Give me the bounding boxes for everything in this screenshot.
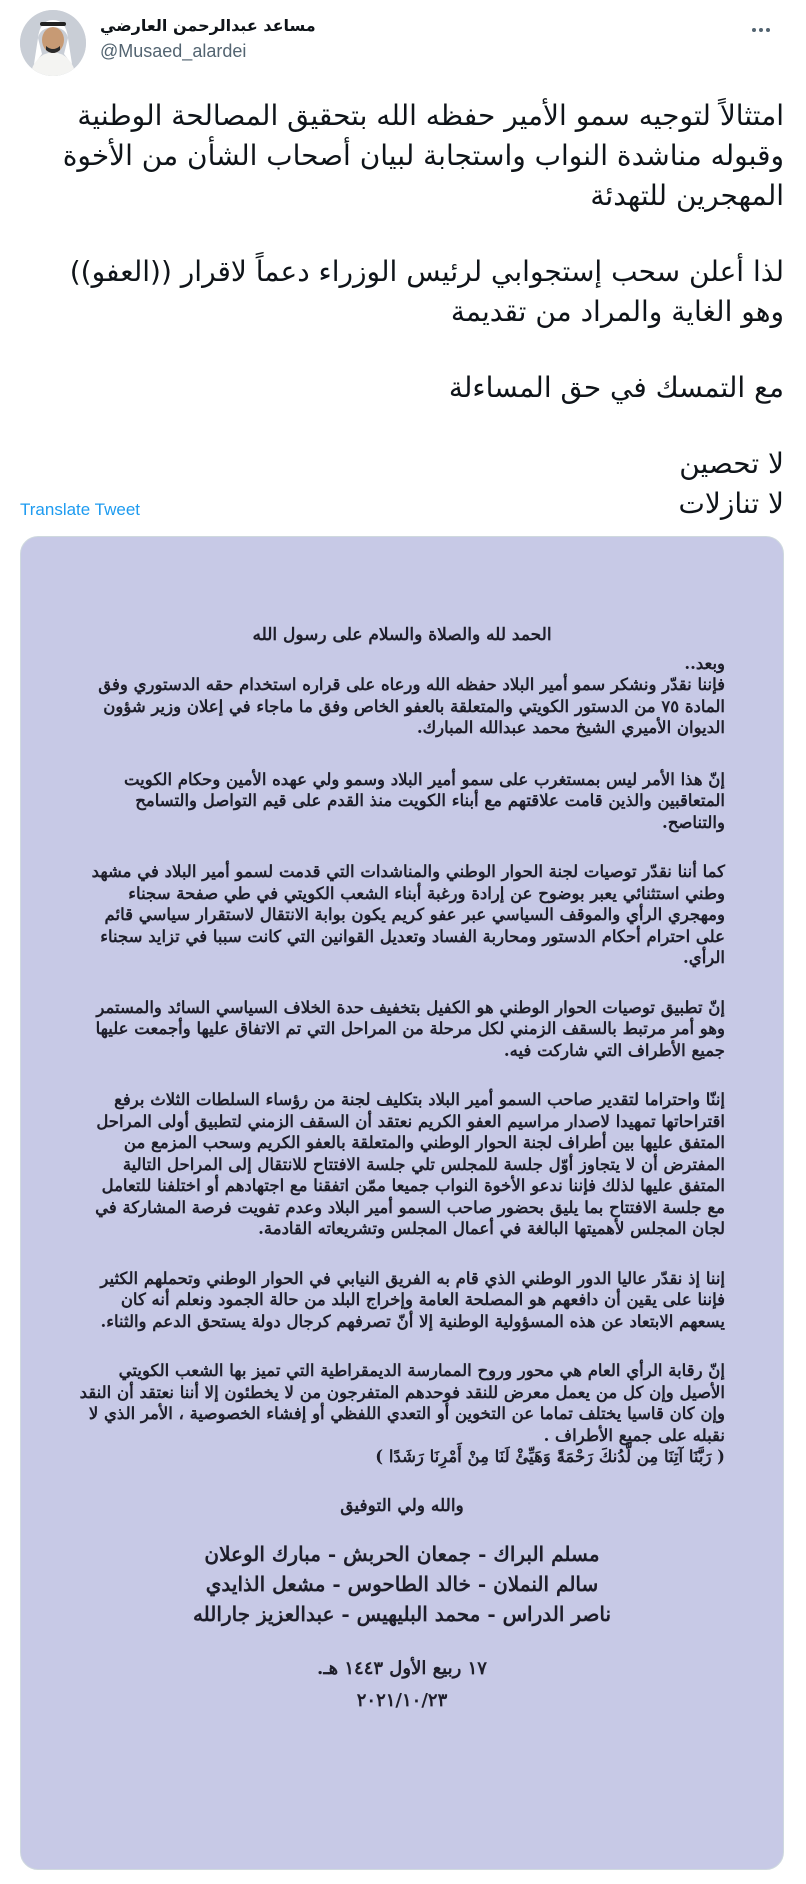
letter-signatory-line: مسلم البراك - جمعان الحربش - مبارك الوعلان xyxy=(204,1542,600,1566)
letter-signatory-line: سالم النملان - خالد الطاحوس - مشعل الذايدي xyxy=(205,1572,599,1596)
more-icon-dot xyxy=(759,28,763,32)
letter-paragraph: وبعد.. فإننا نقدّر ونشكر سمو أمير البلاد حفظه الله ورعاه على قراره استخدام حقه الدستوري وفق المادة ٧٥ من الدستور الكويتي والمتعلقة بالعفو الخاص وفق ما ماجاء في إعلان وزير شؤون الديوان الأميري الشيخ محمد عبدالله المبارك. xyxy=(98,653,725,737)
more-icon xyxy=(752,28,756,32)
letter-paragraph: إنّ هذا الأمر ليس بمستغرب على سمو أمير البلاد وسمو ولي عهده الأمين وحكام الكويت المتعاقبين والذين قامت علاقتهم مع أبناء الكويت منذ القدم على قيم التواصل والتسامح والتناصح. xyxy=(123,769,725,832)
user-info xyxy=(100,16,316,62)
letter-paragraph: إننا إذ نقدّر عاليا الدور الوطني الذي قام به الفريق النيابي في الحوار الوطني وتحملهم الكثير فإننا على يقين أن دافعهم هو المصلحة العامة وإخراج البلد من حالة الجمود ونعلم أنه كان يسعهم الابتعاد عن هذه المسؤولية الوطنية إلا أنّ تصرفهم كرجال دولة يستحق الدعم والثناء. xyxy=(100,1268,725,1331)
letter-heading: الحمد لله والصلاة والسلام على رسول الله xyxy=(252,625,552,645)
tweet-paragraph: مع التمسك في حق المساءلة xyxy=(448,371,784,404)
tweet-paragraph: لا تنازلات xyxy=(678,487,784,520)
letter-paragraph: إنّ رقابة الرأي العام هي محور وروح الممارسة الديمقراطية التي تميز بها الشعب الكويتي الأصيل وإن كل من يعمل معرض للنقد فوحدهم المتفرجون من لا يخطئون إلا أننا نعتقد أن النقد وإن كان قاسيا يختلف تماما عن التخوين أو التعدي اللفظي أو إفشاء الخصوصية ، الأمر الذي لا نقبله على جميع الأطراف . ( رَبَّنَا آتِنَا مِن لَّدُنكَ رَحْمَةً وَهَيِّئْ لَنَا مِنْ أَمْرِنَا رَشَدًا ) xyxy=(79,1361,725,1466)
translate-tweet-link[interactable]: Translate Tweet xyxy=(20,500,141,519)
avatar-photo-icon xyxy=(20,10,86,76)
tweet-paragraph: امتثالاً لتوجيه سمو الأمير حفظه الله بتحقيق المصالحة الوطنية وقبوله مناشدة النواب واستجابة لبيان أصحاب الشأن من الأخوة المهجرين للتهدئة xyxy=(62,99,784,212)
letter-paragraph: إننّا واحتراما لتقدير صاحب السمو أمير البلاد بتكليف لجنة من رؤساء السلطات الثلاث برفع اقتراحاتها تمهيدا لاصدار مراسيم العفو الكريم نعتقد أن السقف الزمني لتطبيق أولى المراحل المتفق عليها بين أطراف لجنة الحوار الوطني والمتعلقة بالعفو الكريم وسحب المزمع من المفترض أن لا يتجاوز أوّل جلسة للمجلس تلي جلسة الافتتاح للانتقال إلى المراحل التالية المتفق عليها لذلك فإننا ندعو الأخوة النواب جميعا ممّن اتفقنا مع اجتهادهم أو اختلفنا للتعامل مع جلسة الافتتاح بما يليق بحضور صاحب السمو أمير البلاد وعدم تفويت فرصة المشاركة في لجان المجلس لأهميتها البالغة في أعمال المجلس وتشريعاته القادمة. xyxy=(95,1090,725,1238)
tweet-image[interactable] xyxy=(20,536,784,1870)
display-name[interactable]: مساعد عبدالرحمن العارضي xyxy=(100,16,316,35)
letter-date-gregorian: ٢٠٢١/١٠/٢٣ xyxy=(356,1690,448,1711)
more-options-button[interactable] xyxy=(746,20,776,40)
letter-paragraph: إنّ تطبيق توصيات الحوار الوطني هو الكفيل بتخفيف حدة الخلاف السياسي السائد والمستمر وهو أمر مرتبط بالسقف الزمني لكل مرحلة من المراحل التي تم الاتفاق عليها وأجمعت عليها جميع الأطراف التي شاركت فيه. xyxy=(95,997,725,1060)
letter-signatory-line: ناصر الدراس - محمد البليهيس - عبدالعزيز جارالله xyxy=(192,1602,612,1626)
letter-closing: والله ولي التوفيق xyxy=(340,1495,464,1516)
user-handle[interactable]: @Musaed_alardei xyxy=(100,41,247,61)
more-icon-dot xyxy=(766,28,770,32)
letter-document xyxy=(79,625,725,1715)
tweet-text xyxy=(20,96,784,524)
tweet-paragraph: لذا أعلن سحب إستجوابي لرئيس الوزراء دعماً لاقرار ((العفو)) وهو الغاية والمراد من تقديمة xyxy=(69,255,784,328)
avatar[interactable] xyxy=(20,10,86,76)
letter-date-hijri: ١٧ ربيع الأول ١٤٤٣ هـ. xyxy=(317,1658,487,1679)
letter-paragraph: كما أننا نقدّر توصيات لجنة الحوار الوطني والمناشدات التي قدمت لسمو أمير البلاد في مشهد وطني استثنائي يعبر بوضوح عن إرادة ورغبة أبناء الشعب الكويتي في طي صفحة سجناء ومهجري الرأي والموقف السياسي عبر عفو كريم يكون بوابة الانتقال لاستقرار سياسي قائم على احترام أحكام الدستور ومحاربة الفساد وتعديل القوانين التي كانت سببا في تزايد سجناء الرأي. xyxy=(91,862,725,967)
tweet-paragraph: لا تحصين xyxy=(679,447,784,480)
